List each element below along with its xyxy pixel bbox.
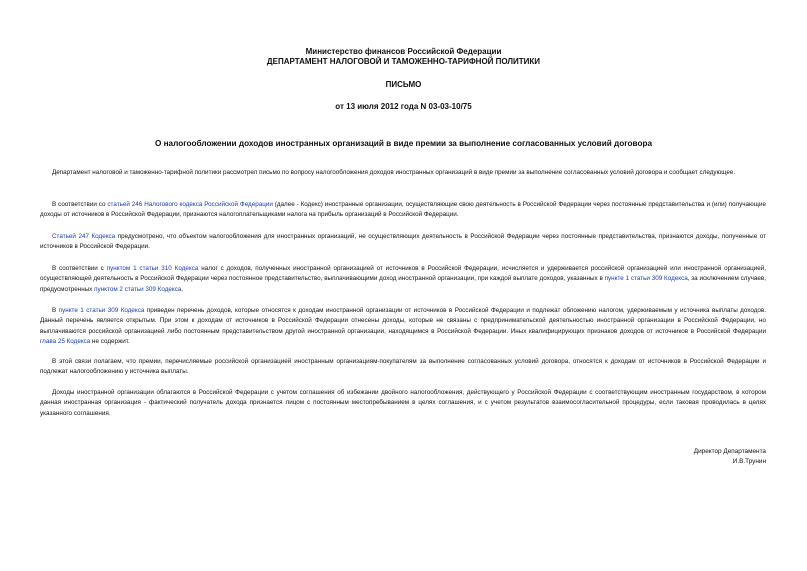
paragraph-4-text-3: , за исключением случаев, предусмотренных [40, 275, 766, 293]
paragraph-2-text-2: (далее - Кодекс) иностранные организации, осуществляющие свою деятельность в Российской Федерации через постоянные представительства и (или) получающие доходы от источников в Российской Федерации, признаются налогоплательщиками налога на прибыль организаций в Российской Федерации. [40, 201, 766, 219]
letter-title: О налогообложении доходов иностранных организаций в виде премии за выполнение согласованных условий договора [154, 139, 653, 148]
link-article-309-point-2[interactable]: пунктом 2 статьи 309 Кодекса [94, 285, 182, 293]
paragraph-7 [40, 388, 766, 419]
paragraph-4-text-1: В соответствии с [52, 265, 107, 272]
paragraph-5-text-2: приведен перечень доходов, которые относятся к доходам иностранной организации от источников в Российской Федерации и подлежат обложению налогом, удерживаемым у источника выплаты доходов. Данный перечень является открытым. При этом к доходам от источников в Российской Федерации отнесены доходы, которые не связаны с предпринимательской деятельностью иностранной организации в Российской Федерации, но выплачиваются российской организацией либо постоянным представительством другой иностранной организации, находящимся в Российской Федерации. Иных квалифицирующих признаков доходов от источников в Российской Федерации [40, 307, 767, 335]
link-chapter-25[interactable]: глава 25 Кодекса [40, 338, 91, 346]
paragraph-4 [40, 264, 766, 295]
paragraph-1-text: Департамент налоговой и таможенно-тарифной политики рассмотрел письмо по вопросу налогообложения доходов иностранных организаций в виде премии за выполнение согласованных условий договора и сообщает следующее. [52, 169, 736, 176]
document-type: ПИСЬМО [385, 80, 422, 89]
link-article-309-point-1-b[interactable]: пункте 1 статьи 309 Кодекса [58, 307, 145, 314]
signature-position: Директор Департамента [693, 448, 766, 455]
paragraph-4-text-2: налог с доходов, полученных иностранной организацией от источников в Российской Федерации, исчисляется и удерживается российской организацией или иностранной организацией, осуществляющей деятельность в Российской Федерации через постоянное представительство, выплачивающими доход иностранной организации, при каждой выплате доходов, указанных в [40, 265, 767, 283]
paragraph-7-text: Доходы иностранной организации облагаются в Российской Федерации с учетом соглашения об избежании двойного налогообложения, действующего у Российской Федерации с соответствующим иностранным государством, в котором данная иностранная организация - фактический получатель дохода признается лицом с постоянным местопребыванием в целях соглашения, и с учетом результатов взаимосогласительной процедуры, если таковая проводилась в целях указанного соглашения. [40, 389, 766, 417]
paragraph-4-text-4: . [181, 285, 184, 293]
paragraph-1 [40, 168, 766, 178]
paragraph-3-text-1: предусмотрено, что объектом налогообложения для иностранных организаций, не осуществляющих деятельность в Российской Федерации через постоянные представительства, признаются доходы, полученные от источников в Российской Федерации. [40, 233, 766, 251]
link-article-246[interactable]: статьей 246 Налогового кодекса Российской Федерации [107, 201, 273, 208]
paragraph-6 [40, 357, 766, 378]
link-article-310-point-1[interactable]: пунктом 1 статьи 310 Кодекса [106, 265, 199, 272]
paragraph-6-text: В этой связи полагаем, что премии, перечисляемые российской организацией иностранным организациям-покупателям за выполнение согласованных условий договора, относятся к доходам от источников в Российской Федерации и подлежат налогообложению у источника выплаты. [40, 358, 766, 376]
paragraph-3 [40, 232, 766, 253]
ministry-name: Министерство финансов Российской Федерации [305, 47, 502, 56]
paragraph-5 [40, 306, 766, 348]
link-article-247[interactable]: Статьей 247 Кодекса [52, 233, 116, 240]
paragraph-5-text-3: не содержит. [90, 338, 130, 346]
link-article-309-point-1[interactable]: пункте 1 статьи 309 Кодекса [604, 275, 688, 283]
paragraph-2-text-1: В соответствии со [52, 201, 108, 208]
signature-name: И.В.Трунин [732, 458, 766, 465]
department-name: ДЕПАРТАМЕНТ НАЛОГОВОЙ И ТАМОЖЕННО-ТАРИФНОЙ ПОЛИТИКИ [266, 57, 541, 66]
paragraph-2 [40, 200, 766, 221]
paragraph-5-text-1: В [52, 307, 59, 314]
document-date-number: от 13 июля 2012 года N 03-03-10/75 [335, 102, 472, 111]
